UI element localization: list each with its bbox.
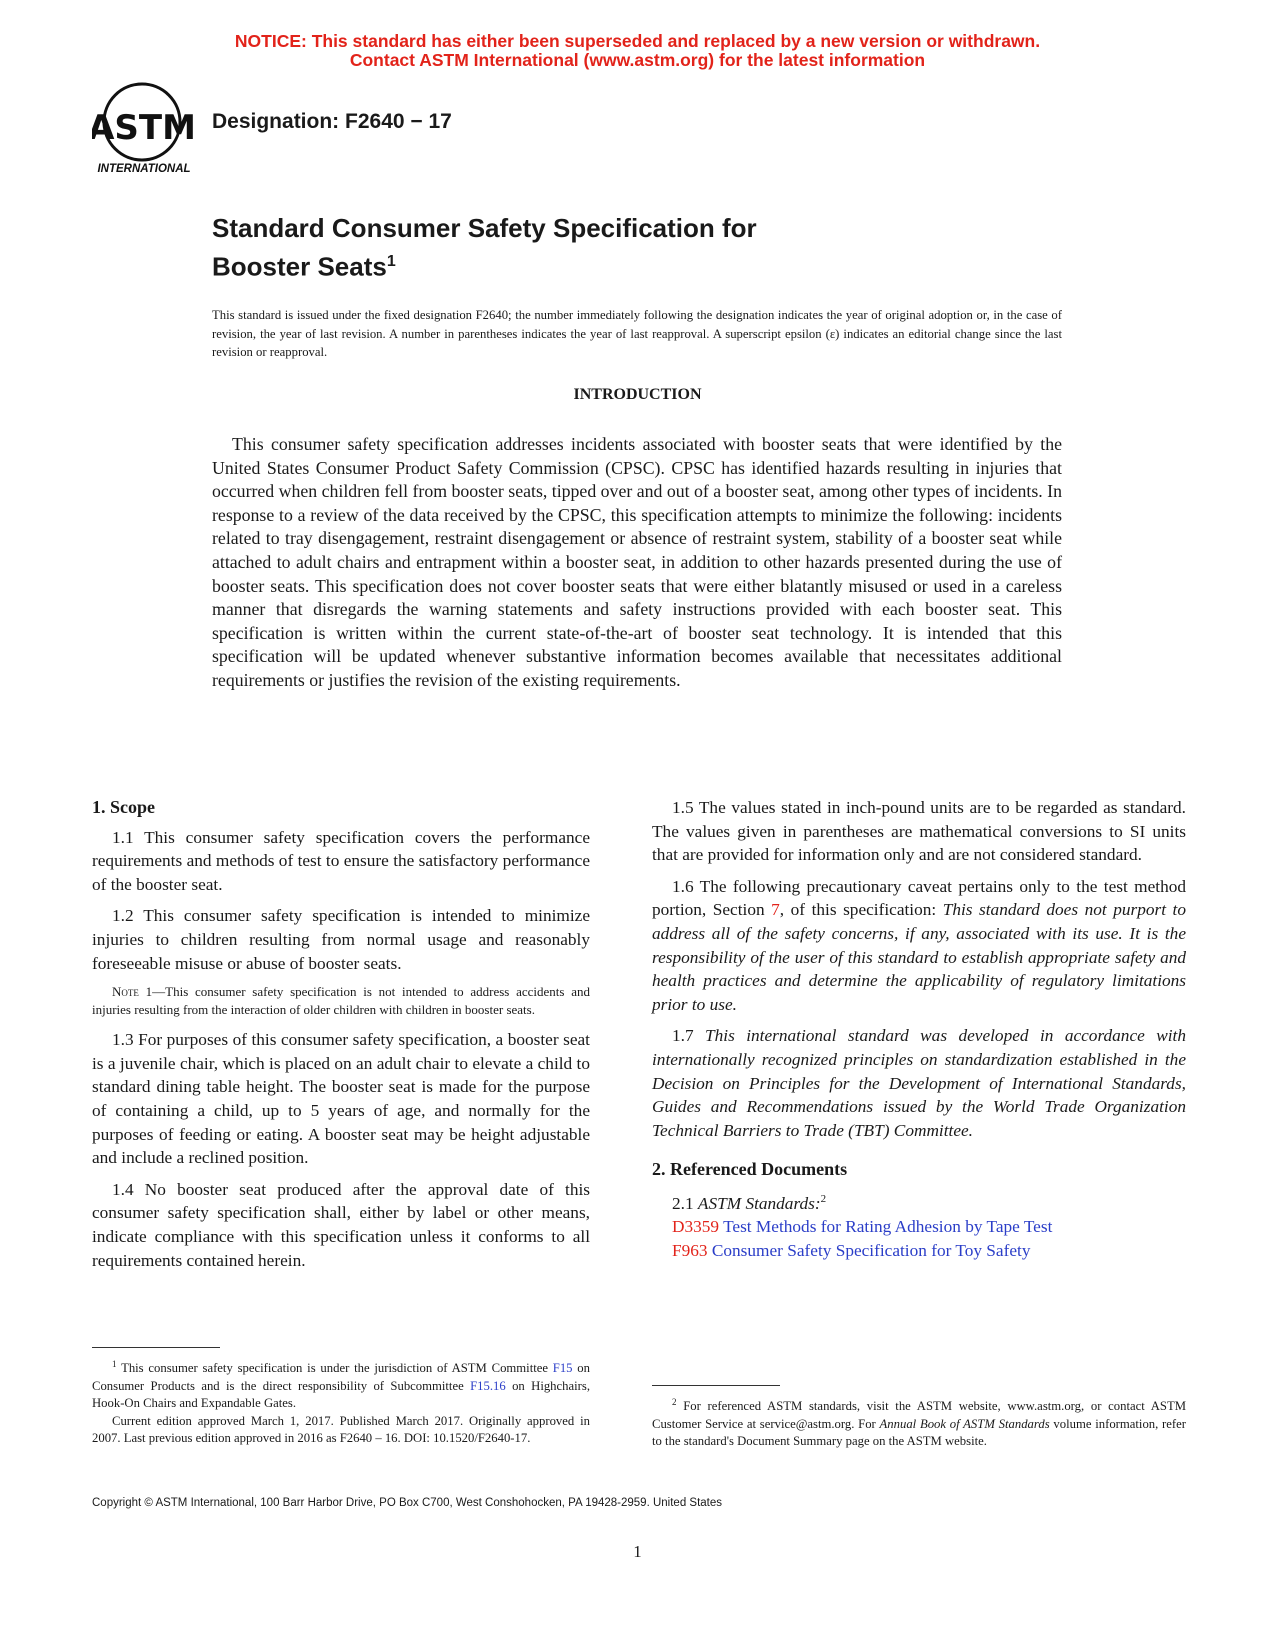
footnote-rule bbox=[652, 1385, 780, 1386]
note-label: Note 1 bbox=[112, 984, 153, 1000]
section-7-link[interactable]: 7 bbox=[771, 900, 780, 920]
astm-logo bbox=[92, 80, 198, 176]
scope-heading: 1. Scope bbox=[92, 797, 155, 817]
footnote-rule bbox=[92, 1347, 220, 1348]
title-footnote-mark: 1 bbox=[386, 253, 396, 270]
right-footnotes bbox=[652, 1385, 1186, 1451]
section-1-3: 1.3 For purposes of this consumer safety specification, a booster seat is a juvenile chair, which is placed on an adult chair to elevate a child to standard dining table height. The booster seat is made for the purpose of containing a child, up to 5 years of age, and normally for the purposes of feeding or eating. A booster seat may be height adjustable and include a reclined position. bbox=[92, 1030, 590, 1168]
intro-text: This consumer safety specification addresses incidents associated with booster seats that were identified by the United States Consumer Product Safety Commission (CPSC). CPSC has identified hazards resulting in injuries that occurred when children fell from booster seats, tipped over and out of a booster seat, among other types of incidents. In response to a review of the data received by the CPSC, this specification attempts to minimize the following: incidents related to tray disengagement, restraint disengagement or absence of restraint system, stability of a booster seat while attached to adult chairs and entrapment within a booster seat, in addition to other hazards presented during the use of booster seats. This specification does not cover booster seats that were either blatantly misused or used in a careless manner that disregards the warning statements and safety instructions provided with each booster seat. This specification is written within the current state-of-the-art of booster seat technology. It is intended that this specification will be updated whenever substantive information becomes available that necessitates additional requirements or justifies the revision of the existing requirements. bbox=[212, 434, 1062, 690]
ref-item-f963[interactable]: F963 Consumer Safety Specification for Toy Safety bbox=[672, 1240, 1031, 1260]
footnote-1-edition: Current edition approved March 1, 2017. Published March 2017. Originally approved in 2007. Last previous edition approved in 2016 as F2640 – 16. DOI: 10.1520/F2640-17. bbox=[92, 1413, 590, 1446]
section-1-4: 1.4 No booster seat produced after the approval date of this consumer safety specification shall, either by label or other means, indicate compliance with this specification unless it conforms to all requirements contained herein. bbox=[92, 1179, 590, 1270]
preamble: This standard is issued under the fixed designation F2640; the number immediately following the designation indicates the year of original adoption or, in the case of revision, the year of last revision. A number in parentheses indicates the year of last reapproval. A superscript epsilon (ε) indicates an editorial change since the last revision or reapproval. bbox=[212, 308, 1062, 359]
referenced-heading: 2. Referenced Documents bbox=[652, 1159, 848, 1180]
section-1-7: 1.7 This international standard was developed in accordance with internationally recognized principles on standardization established in the Decision on Principles for the Development of International Standards, Guides and Recommendations issued by the World Trade Organization Technical Barriers to Trade (TBT) Committee. bbox=[652, 1026, 1186, 1140]
notice-line-2: Contact ASTM International (www.astm.org) for the latest information bbox=[349, 50, 926, 70]
footnote-2: $^2$ For referenced ASTM standards, visit the ASTM website, www.astm.org, or contact ASTM Customer Service at service@astm.org. For Annual Book of ASTM Standards volume information, refer to the standard's Document Summary page on the ASTM website. bbox=[652, 1397, 1186, 1449]
ref-item-d3359[interactable]: D3359 Test Methods for Rating Adhesion by Tape Test bbox=[672, 1217, 1053, 1237]
section-2-1: 2.1 ASTM Standards:$^2$ bbox=[672, 1192, 827, 1213]
section-1-2: 1.2 This consumer safety specification is intended to minimize injuries to children resulting from normal usage and reasonably foreseeable misuse or abuse of booster seats. bbox=[92, 906, 590, 973]
copyright: Copyright © ASTM International, 100 Barr Harbor Drive, PO Box C700, West Conshohocken, PA 19428-2959. United States bbox=[92, 1497, 723, 1509]
section-1-1: 1.1 This consumer safety specification covers the performance requirements and methods of test to ensure the satisfactory performance of the booster seat. bbox=[92, 827, 590, 894]
document-title bbox=[212, 212, 757, 284]
subcommittee-link[interactable]: F15.16 bbox=[470, 1378, 506, 1393]
designation: Designation: F2640 − 17 bbox=[212, 110, 452, 133]
page-number: 1 bbox=[633, 1542, 642, 1561]
left-footnotes bbox=[92, 1347, 590, 1448]
footnote-1: $^1$ This consumer safety specification is under the jurisdiction of ASTM Committee F15 on Consumer Products and is the direct responsibility of Subcommittee F15.16 on Highchairs, Hook-On Chairs and Expandable Gates. bbox=[92, 1359, 590, 1411]
astm-logo-icon bbox=[92, 80, 198, 176]
logo-international: INTERNATIONAL bbox=[97, 163, 191, 175]
title-line-1: Standard Consumer Safety Specification for bbox=[212, 213, 757, 243]
section-1-6: 1.6 The following precautionary caveat pertains only to the test method portion, Section 7, of this specification: This standard does not purport to address all of the safety concerns, if any, associated with its use. It is the responsibility of the user of this standard to establish appropriate safety and health practices and determine the applicability of regulatory limitations prior to use. bbox=[652, 876, 1186, 1014]
intro-heading: INTRODUCTION bbox=[573, 386, 702, 403]
committee-link[interactable]: F15 bbox=[552, 1361, 573, 1376]
title-line-2: Booster Seats$^1$ bbox=[212, 251, 396, 282]
note-1: Note 1—This consumer safety specification is not intended to address accidents and injuries resulting from the interaction of older children with children in booster seats. bbox=[92, 984, 590, 1017]
logo-letters: ASTM bbox=[92, 108, 196, 148]
right-column bbox=[652, 796, 1186, 1262]
notice-line-1: NOTICE: This standard has either been superseded and replaced by a new version or withdrawn. bbox=[234, 31, 1041, 51]
section-1-5: 1.5 The values stated in inch-pound units are to be regarded as standard. The values given in parentheses are mathematical conversions to SI units that are provided for information only and are not considered standard. bbox=[652, 798, 1186, 865]
notice-banner bbox=[0, 32, 1275, 70]
left-column bbox=[92, 796, 590, 1280]
